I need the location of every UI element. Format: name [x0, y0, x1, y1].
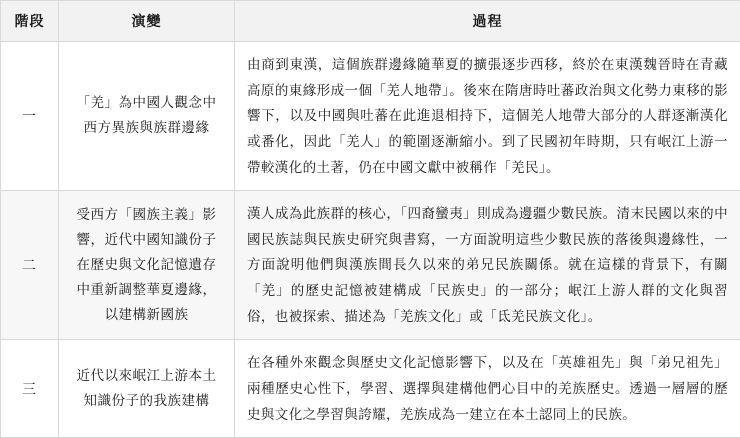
table-header [1, 1, 740, 42]
cell-stage: 一 [1, 42, 59, 191]
column-header-process: 過程 [235, 1, 740, 42]
cell-change: 「羌」為中國人觀念中西方異族與族群邊緣 [59, 42, 235, 191]
table-header-row [1, 1, 740, 42]
table-row [1, 42, 740, 191]
table-body [1, 42, 740, 438]
cell-change: 近代以來岷江上游本土知識份子的我族建構 [59, 340, 235, 438]
cell-change: 受西方「國族主義」影響，近代中國知識份子在歷史與文化記憶遺存中重新調整華夏邊緣，以建構新國族 [59, 191, 235, 340]
cell-process: 由商到東漢，這個族群邊緣隨華夏的擴張逐步西移，終於在東漢魏晉時在青藏高原的東緣形成一個「羌人地帶」。後來在隋唐時吐蕃政治與文化勢力東移的影響下，以及中國與吐蕃在此進退相持下，這個羌人地帶大部分的人群逐漸漢化或番化，因此「羌人」的範圍逐漸縮小。到了民國初年時期，只有岷江上游一帶較漢化的土著，仍在中國文獻中被稱作「羌民」。 [235, 42, 740, 191]
column-header-stage: 階段 [1, 1, 59, 42]
cell-stage: 三 [1, 340, 59, 438]
cell-process: 在各種外來觀念與歷史文化記憶影響下，以及在「英雄祖先」與「弟兄祖先」兩種歷史心性下，學習、選擇與建構他們心目中的羌族歷史。透過一層層的歷史與文化之學習與誇耀，羌族成為一建立在本土認同上的民族。 [235, 340, 740, 438]
table-row [1, 340, 740, 438]
cell-process: 漢人成為此族群的核心，「四裔蠻夷」則成為邊疆少數民族。清末民國以來的中國民族誌與民族史研究與書寫，一方面說明這些少數民族的落後與邊緣性，一方面說明他們與漢族間長久以來的弟兄民族關係。就在這樣的背景下，有關「羌」的歷史記憶被建構成「民族史」的一部分；岷江上游人群的文化與習俗，也被探索、描述為「羌族文化」或「氐羌民族文化」。 [235, 191, 740, 340]
table-row [1, 191, 740, 340]
column-header-change: 演變 [59, 1, 235, 42]
cell-stage: 二 [1, 191, 59, 340]
